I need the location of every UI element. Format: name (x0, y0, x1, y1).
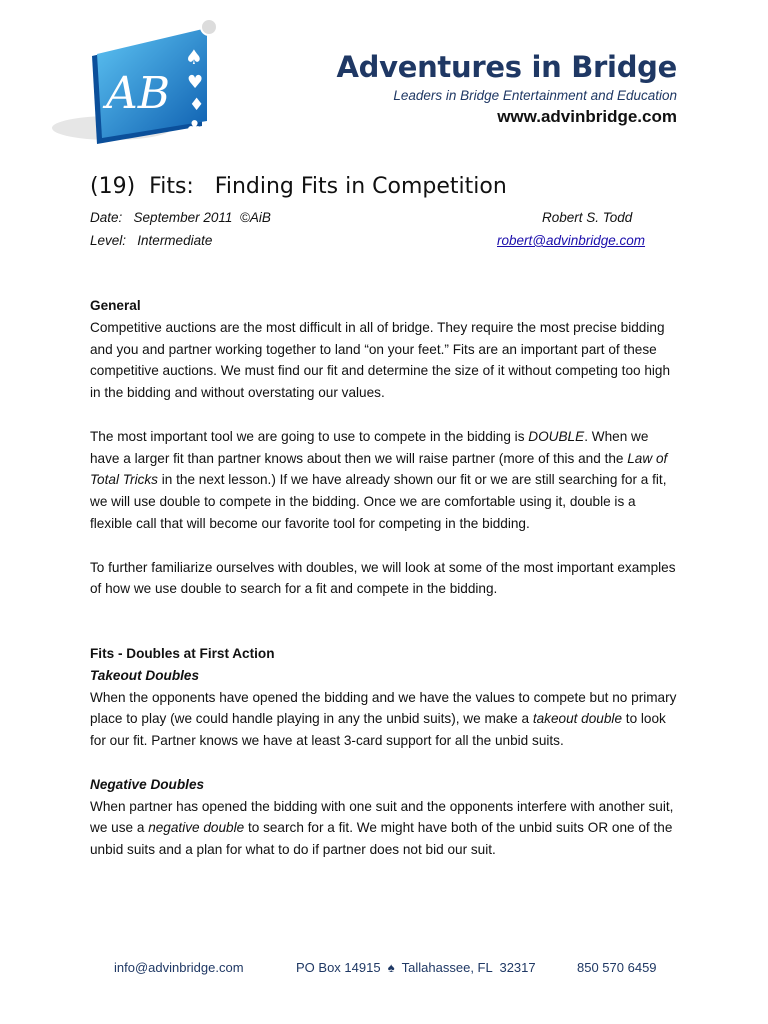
footer-phone: 850 570 6459 (577, 960, 657, 975)
brand-url[interactable]: www.advinbridge.com (497, 107, 677, 126)
general-paragraph-2: The most important tool we are going to use to compete in the bidding is DOUBLE. When we have a larger fit than partner knows about then we will raise partner (more of this and the Law of Total Tricks in the next lesson.) If we have already shown our fit or we are still searching for a fit, we will use double to compete in the bidding. Once we are comfortable using it, double is a flexible call that will become our favorite tool for competing in the bidding. (90, 428, 668, 531)
date-label: Date: (90, 210, 123, 225)
takeout-doubles-paragraph: When the opponents have opened the bidding and we have the values to compete but no primary place to play (we could handle playing in any the unbid suits), we make a takeout double to look for our fit. Partner knows we have at least 3-card support for all the unbid suits. (90, 689, 677, 749)
fits-section (90, 643, 680, 861)
general-heading: General (90, 298, 141, 313)
negative-doubles-heading: Negative Doubles (90, 776, 205, 792)
diamond-icon: ♦ (189, 95, 205, 115)
lesson-title: (19) Fits: Finding Fits in Competition (90, 174, 507, 199)
heart-icon: ♥ (187, 72, 204, 93)
date-line (90, 210, 271, 225)
footer-email[interactable]: info@advinbridge.com (114, 960, 244, 975)
logo-text: AB (106, 68, 171, 119)
general-section (90, 295, 680, 600)
negative-doubles-paragraph: When partner has opened the bidding with one suit and the opponents interfere with another suit, we use a negative double to search for a fit. We might have both of the unbid suits OR one of the unbid suits and a plan for what to do if partner does not bid our suit. (90, 798, 674, 858)
general-paragraph-1: Competitive auctions are the most difficult in all of bridge. They require the most precise bidding and you and partner working together to land “on your feet.” Fits are an important part of these competitive auctions. We must find our fit and determine the size of it without competing too high in the bidding and without overstating our values. (90, 319, 671, 401)
spade-icon: ♠ (185, 45, 203, 69)
author-email-link[interactable]: robert@advinbridge.com (497, 233, 646, 248)
level-line (90, 233, 212, 248)
author-name: Robert S. Todd (542, 210, 633, 225)
adventures-in-bridge-logo (52, 16, 227, 156)
level-label: Level: (90, 233, 127, 248)
brand-title: Adventures in Bridge (336, 50, 677, 84)
level-value: Intermediate (137, 233, 213, 248)
club-icon: ♣ (186, 117, 204, 139)
general-paragraph-3: To further familiarize ourselves with doubles, we will look at some of the most important examples of how we use double to search for a fit and compete in the bidding. (90, 559, 676, 597)
brand-tagline: Leaders in Bridge Entertainment and Education (393, 88, 677, 103)
fits-heading: Fits - Doubles at First Action (90, 646, 275, 661)
date-value: September 2011 ©AiB (133, 210, 271, 225)
takeout-doubles-heading: Takeout Doubles (90, 667, 200, 683)
brand-header (337, 50, 677, 127)
footer-address: PO Box 14915 ♠ Tallahassee, FL 32317 (296, 960, 536, 975)
